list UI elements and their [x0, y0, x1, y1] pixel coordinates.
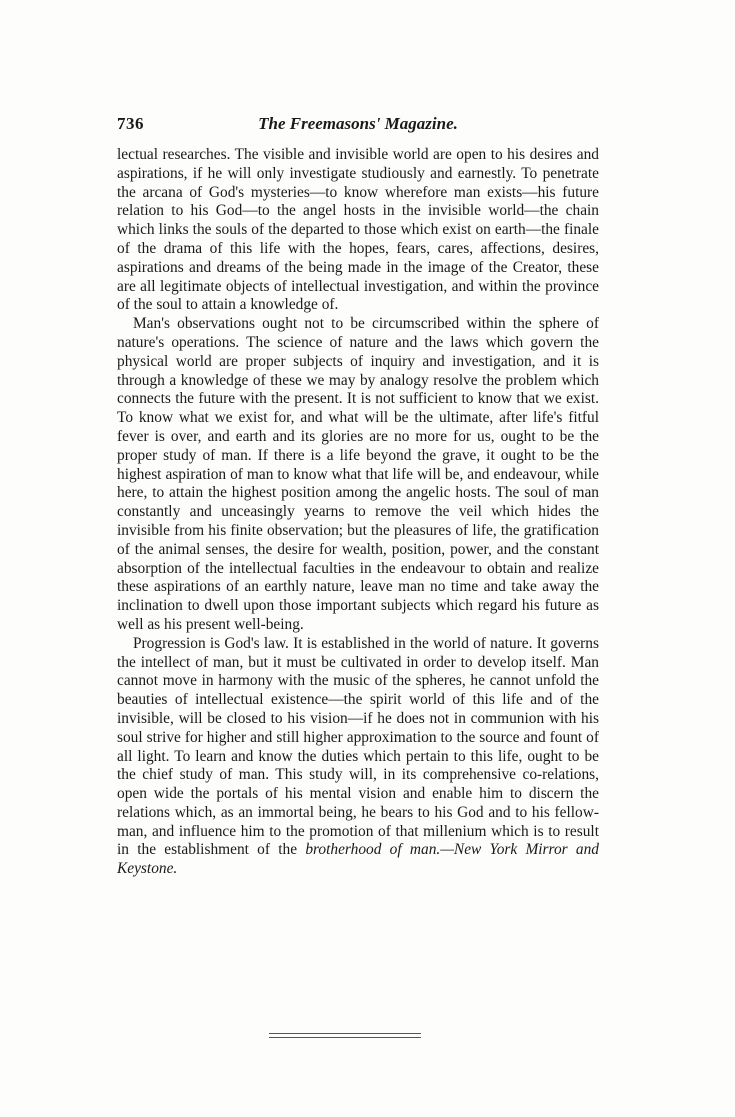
body-paragraph-3 [117, 635, 599, 879]
end-rule-top [269, 1033, 421, 1034]
end-rule-bottom [269, 1037, 421, 1038]
source-credit: brotherhood of man.—New York Mirror and Keystone. [117, 841, 599, 878]
article-body [117, 146, 599, 879]
page-header [117, 114, 599, 140]
body-paragraph-2: Man's observations ought not to be circumscribed within the sphere of nature's operations. The science of nature and the laws which govern the physical world are proper subjects of inquiry and investigation, and it is through a knowledge of these we may by analogy resolve the problem which connects the future with the present. It is not sufficient to know that we exist. To know what we exist for, and what will be the ultimate, after life's fitful fever is over, and earth and its glories are no more for us, ought to be the proper study of man. If there is a life beyond the grave, it ought to be the highest aspiration of man to know what that life will be, and endeavour, while here, to attain the highest position among the angelic hosts. The soul of man constantly and unceasingly yearns to remove the veil which hides the invisible from his finite observation; but the pleasures of life, the gratification of the animal senses, the desire for wealth, position, power, and the constant absorption of the intellectual faculties in the endeavour to obtain and realize these aspirations of an earthly nature, leave man no time and take away the inclination to dwell upon those important subjects which regard his future as well as his present well-being. [117, 315, 599, 633]
running-title: The Freemasons' Magazine. [258, 114, 458, 133]
body-paragraph-1: lectual researches. The visible and invisible world are open to his desires and aspirations, if he will only investigate studiously and earnestly. To penetrate the arcana of God's mysteries—to know wherefore man exists—his future relation to his God—to the angel hosts in the invisible world—the chain which links the souls of the departed to those which exist on earth—the finale of the drama of this life with the hopes, fears, cares, affections, desires, aspirations and dreams of the being made in the image of the Creator, these are all legitimate objects of intellectual investigation, and within the province of the soul to attain a knowledge of. [117, 146, 599, 314]
body-paragraph-3-text: Progression is God's law. It is established in the world of nature. It governs the intellect of man, but it must be cultivated in order to develop itself. Man cannot move in harmony with the music of the spheres, he cannot unfold the beauties of intellectual existence—the spirit world of this life and of the invisible, will be closed to his vision—if he does not in communion with his soul strive for higher and still higher approximation to the source and fount of all light. To learn and know the duties which pertain to this life, ought to be the chief study of man. This study will, in its comprehensive co-relations, open wide the portals of his mental vision and enable him to discern the relations which, as an immortal being, he bears to his God and to his fellow-man, and influence him to the promotion of that millenium which is to result in the establishment of the [117, 634, 599, 859]
page-number: 736 [117, 114, 144, 133]
